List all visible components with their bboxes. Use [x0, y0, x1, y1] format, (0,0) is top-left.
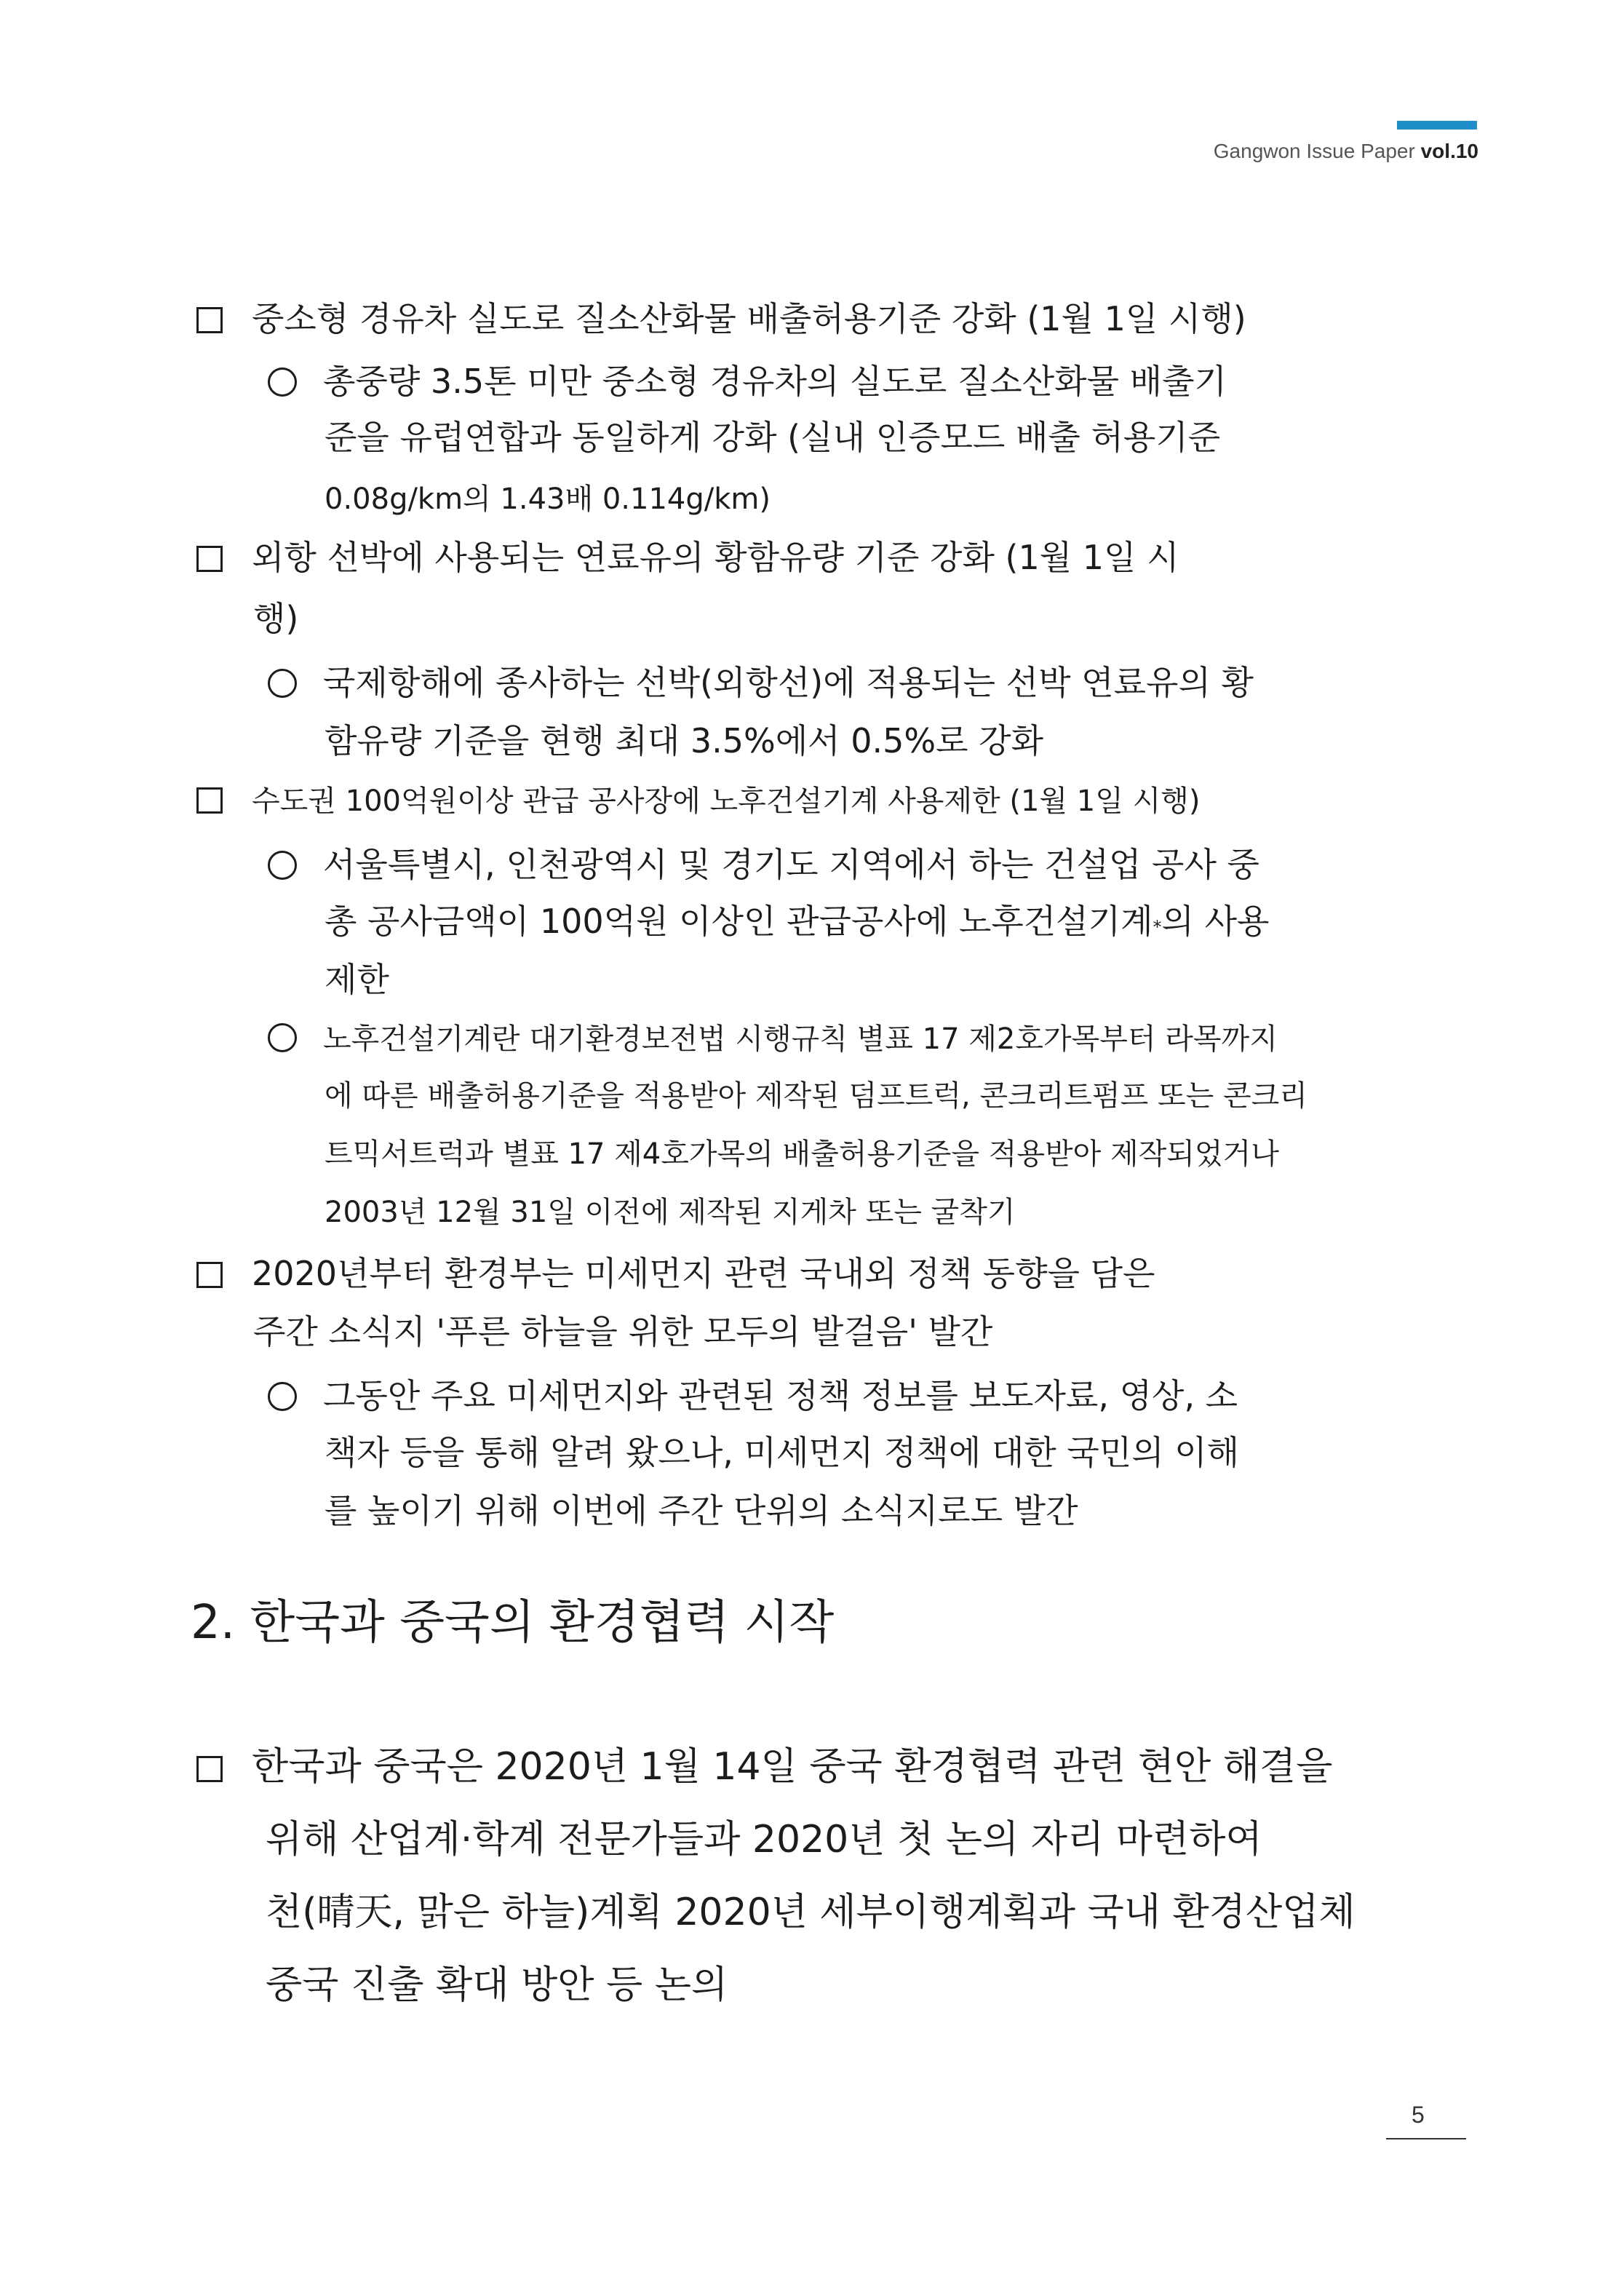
bullet-continuation: 제한 — [325, 960, 389, 999]
square-bullet-icon — [196, 787, 223, 814]
bullet-text: 노후건설기계란 대기환경보전법 시행규칙 별표 17 제2호가목부터 라목까지 — [323, 1022, 1278, 1056]
circle-bullet-icon — [268, 1382, 297, 1411]
bullet-square — [196, 537, 1415, 578]
bullet-text: 그동안 주요 미세먼지와 관련된 정책 정보를 보도자료, 영상, 소 — [323, 1376, 1238, 1415]
bullet-continuation: 책자 등을 통해 알려 왔으나, 미세먼지 정책에 대한 국민의 이해 — [325, 1433, 1240, 1472]
square-bullet-icon — [196, 1262, 223, 1288]
bullet-square — [196, 781, 1415, 822]
circle-bullet-icon — [268, 1023, 297, 1052]
bullet-square — [196, 298, 1415, 339]
bullet-continuation: 위해 산업계·학계 전문가들과 2020년 첫 논의 자리 마련하여 — [266, 1818, 1262, 1861]
bullet-continuation: 2003년 12월 31일 이전에 제작된 지게차 또는 굴착기 — [325, 1196, 1016, 1229]
bullet-continuation: 트믹서트럭과 별표 17 제4호가목의 배출허용기준을 적용받아 제작되었거나 — [325, 1137, 1279, 1171]
bullet-circle — [268, 844, 1415, 885]
header-accent-bar — [1397, 121, 1477, 130]
square-bullet-icon — [196, 307, 223, 333]
bullet-square — [196, 1744, 1415, 1790]
bullet-text: 수도권 100억원이상 관급 공사장에 노후건설기계 사용제한 (1월 1일 시행) — [252, 784, 1201, 818]
bullet-text: 서울특별시, 인천광역시 및 경기도 지역에서 하는 건설업 공사 중 — [323, 845, 1259, 884]
bullet-text: 국제항해에 종사하는 선박(외항선)에 적용되는 선박 연료유의 황 — [323, 663, 1254, 702]
circle-bullet-icon — [268, 669, 297, 698]
bullet-circle — [268, 662, 1415, 703]
bullet-continuation: 천(晴天, 맑은 하늘)계획 2020년 세부이행계획과 국내 환경산업체 — [266, 1891, 1356, 1934]
bullet-text: 중소형 경유차 실도로 질소산화물 배출허용기준 강화 (1월 1일 시행) — [252, 299, 1246, 338]
bullet-continuation: 준을 유럽연합과 동일하게 강화 (실내 인증모드 배출 허용기준 — [325, 418, 1221, 457]
header-title: Gangwon Issue Paper — [1213, 140, 1421, 162]
bullet-text: 2020년부터 환경부는 미세먼지 관련 국내외 정책 동향을 담은 — [252, 1254, 1155, 1293]
square-bullet-icon — [196, 546, 223, 572]
bullet-text: 총중량 3.5톤 미만 중소형 경유차의 실도로 질소산화물 배출기 — [323, 362, 1227, 401]
page-number: 5 — [1412, 2102, 1425, 2128]
bullet-continuation: 0.08g/km의 1.43배 0.114g/km) — [325, 482, 771, 516]
running-header — [1214, 140, 1478, 163]
footer-rule — [1386, 2138, 1466, 2139]
bullet-text: 외항 선박에 사용되는 연료유의 황함유량 기준 강화 (1월 1일 시 — [252, 538, 1179, 577]
header-volume: vol.10 — [1420, 140, 1478, 162]
bullet-continuation: 를 높이기 위해 이번에 주간 단위의 소식지로도 발간 — [325, 1491, 1078, 1530]
circle-bullet-icon — [268, 851, 297, 880]
bullet-circle — [268, 361, 1415, 402]
bullet-continuation: 에 따른 배출허용기준을 적용받아 제작된 덤프트럭, 콘크리트펌프 또는 콘크리 — [325, 1079, 1307, 1113]
bullet-square — [196, 1253, 1415, 1294]
bullet-text: 한국과 중국은 2020년 1월 14일 중국 환경협력 관련 현안 해결을 — [252, 1745, 1333, 1789]
circle-bullet-icon — [268, 367, 297, 397]
bullet-continuation: 행) — [253, 599, 299, 638]
square-bullet-icon — [196, 1756, 223, 1782]
bullet-continuation: 함유량 기준을 현행 최대 3.5%에서 0.5%로 강화 — [325, 721, 1044, 760]
bullet-circle — [268, 1375, 1415, 1416]
bullet-continuation: 총 공사금액이 100억원 이상인 관급공사에 노후건설기계 * 의 사용 — [325, 902, 1270, 941]
bullet-continuation: 주간 소식지 '푸른 하늘을 위한 모두의 발걸음' 발간 — [253, 1312, 993, 1351]
bullet-circle — [268, 1019, 1415, 1060]
section-heading: 2. 한국과 중국의 환경협력 시작 — [191, 1596, 835, 1650]
bullet-continuation: 중국 진출 확대 방안 등 논의 — [266, 1963, 728, 2007]
